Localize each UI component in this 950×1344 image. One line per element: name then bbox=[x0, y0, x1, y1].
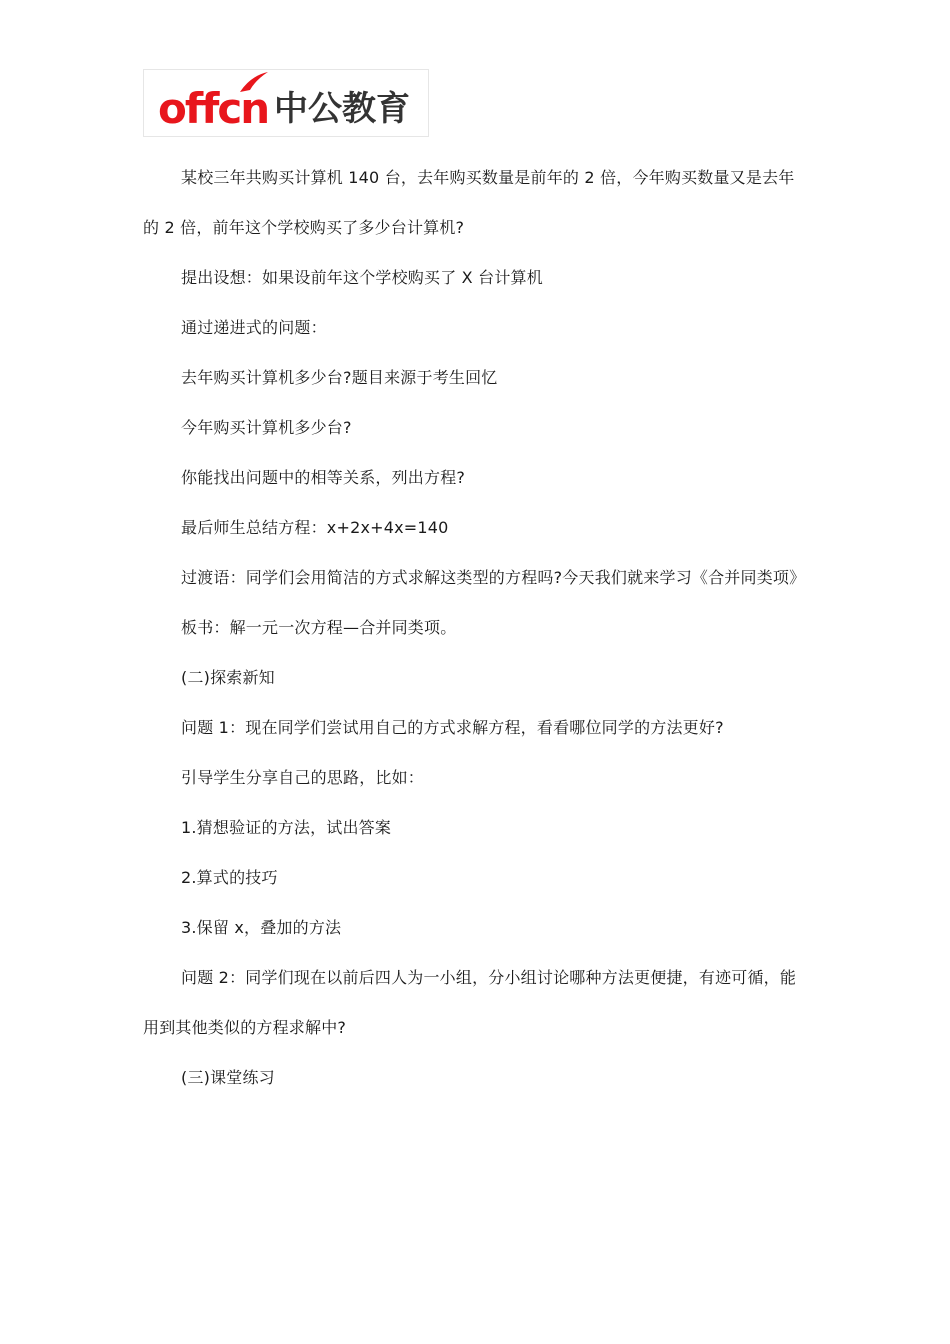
paragraph: 今年购买计算机多少台? bbox=[181, 418, 352, 437]
paragraph: 去年购买计算机多少台?题目来源于考生回忆 bbox=[181, 368, 498, 387]
list-item: 3.保留 x，叠加的方法 bbox=[181, 918, 342, 937]
paragraph: 提出设想：如果设前年这个学校购买了 X 台计算机 bbox=[181, 268, 543, 287]
document-body bbox=[143, 153, 806, 1103]
paragraph: 引导学生分享自己的思路，比如： bbox=[181, 768, 425, 787]
paragraph: 过渡语：同学们会用简洁的方式求解这类型的方程吗?今天我们就来学习《合并同类项》 bbox=[181, 568, 806, 587]
paragraph: 某校三年共购买计算机 140 台，去年购买数量是前年的 2 倍，今年购买数量又是去年的 2 倍，前年这个学校购买了多少台计算机? bbox=[143, 168, 795, 237]
section-heading: (二)探索新知 bbox=[181, 668, 275, 687]
paragraph: 最后师生总结方程：x+2x+4x=140 bbox=[181, 518, 449, 537]
paragraph: 通过递进式的问题： bbox=[181, 318, 327, 337]
offcn-logo-graphic bbox=[144, 70, 430, 138]
list-item: 2.算式的技巧 bbox=[181, 868, 278, 887]
logo-latin-text: offcn bbox=[158, 84, 269, 133]
logo-chinese-text: 中公教育 bbox=[274, 89, 410, 129]
section-heading: (三)课堂练习 bbox=[181, 1068, 275, 1087]
paragraph: 板书：解一元一次方程—合并同类项。 bbox=[181, 618, 457, 637]
offcn-logo bbox=[143, 69, 429, 137]
paragraph: 问题 1：现在同学们尝试用自己的方式求解方程，看看哪位同学的方法更好? bbox=[181, 718, 724, 737]
paragraph: 你能找出问题中的相等关系，列出方程? bbox=[181, 468, 466, 487]
list-item: 1.猜想验证的方法，试出答案 bbox=[181, 818, 392, 837]
paragraph: 问题 2：同学们现在以前后四人为一小组，分小组讨论哪种方法更便捷，有迹可循，能用到其他类似的方程求解中? bbox=[143, 968, 797, 1037]
